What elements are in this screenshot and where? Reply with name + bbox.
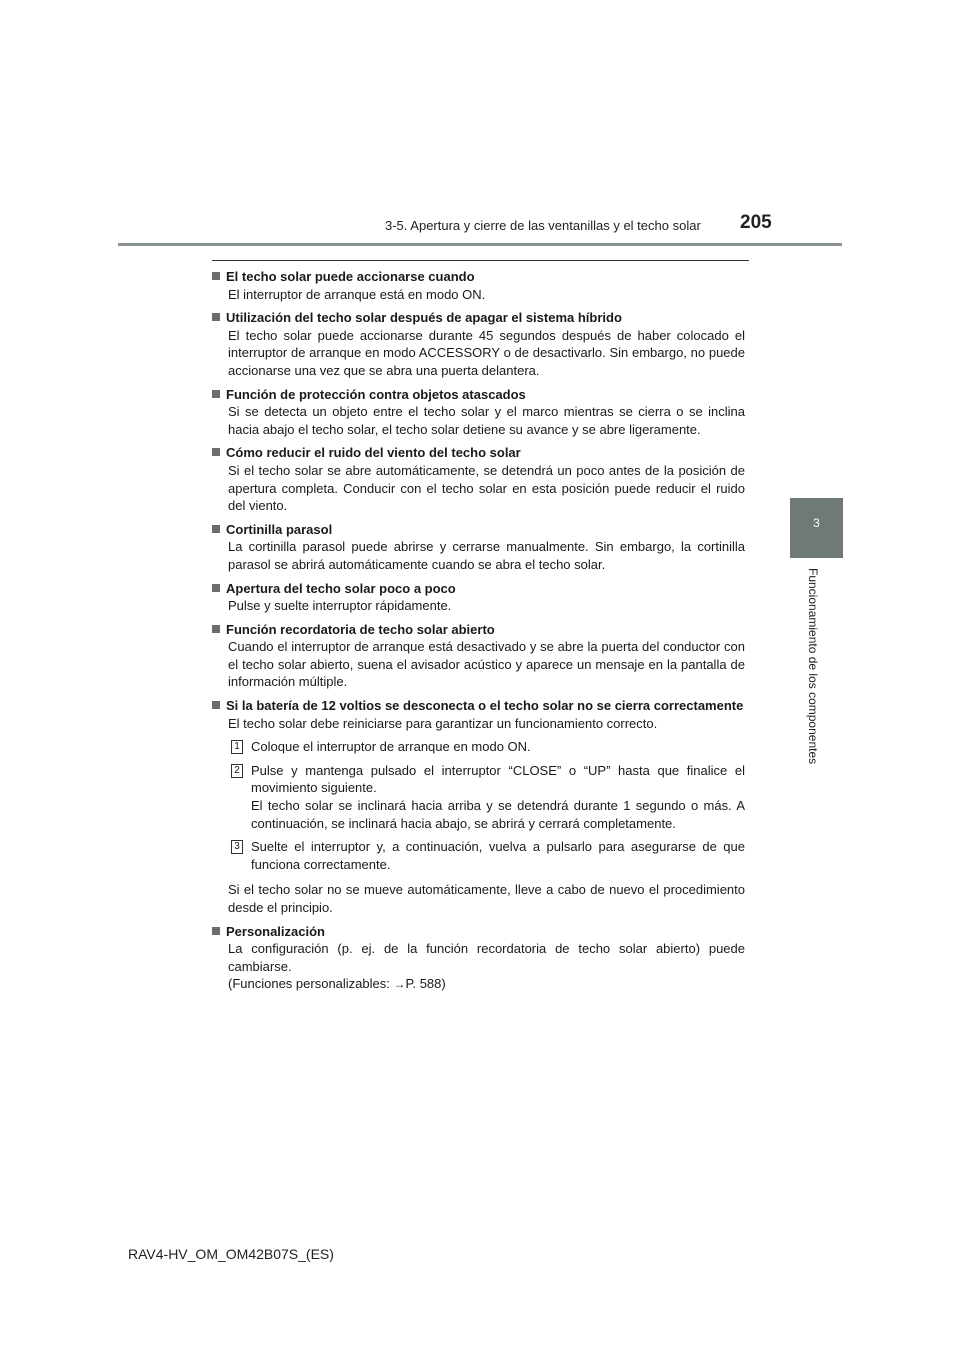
section-jam-protection xyxy=(210,386,745,439)
section-text: Cuando el interruptor de arranque está desactivado y se abre la puerta del conductor con el techo solar abierto, suena el avisador acústico y aparece un mensaje en la pantalla de información múltiple. xyxy=(228,639,745,690)
main-content xyxy=(210,268,745,1000)
step-number-badge: 3 xyxy=(231,840,243,854)
square-bullet-icon xyxy=(212,525,220,533)
section-after-hybrid-off xyxy=(210,309,745,379)
page-reference xyxy=(228,975,745,994)
step-text: Suelte el interruptor y, a continuación, vuelva a pulsarlo para asegurarse de que funciona correctamente. xyxy=(251,839,745,872)
section-title: Utilización del techo solar después de apagar el sistema híbrido xyxy=(226,310,622,326)
section-text: Si se detecta un objeto entre el techo solar y el marco mientras se cierra o se inclina hacia abajo el techo solar, el techo solar detiene su avance y se abre ligeramente. xyxy=(228,404,745,437)
section-solar-operable xyxy=(210,268,745,303)
section-title: Función recordatoria de techo solar abierto xyxy=(226,621,495,637)
square-bullet-icon xyxy=(212,625,220,633)
section-title: El techo solar puede accionarse cuando xyxy=(226,269,475,284)
content-top-rule xyxy=(212,260,749,261)
section-text: Si el techo solar se abre automáticamente, se detendrá un poco antes de la posición de apertura completa. Conducir con el techo solar en esta posición puede reducir el ruido del viento. xyxy=(228,462,745,514)
section-title: Personalización xyxy=(226,923,325,939)
section-text: La cortinilla parasol puede abrirse y cerrarse manualmente. Sin embargo, la cortinilla parasol se abrirá automáticamente cuando se abra el techo solar. xyxy=(228,539,745,572)
section-text: El interruptor de arranque está en modo ON. xyxy=(228,286,486,302)
step-1 xyxy=(228,738,745,756)
section-title: Cortinilla parasol xyxy=(226,521,333,537)
reference-prefix: (Funciones personalizables: xyxy=(228,976,394,992)
square-bullet-icon xyxy=(212,313,220,321)
step-text: Coloque el interruptor de arranque en modo ON. xyxy=(251,739,531,755)
section-reset xyxy=(210,697,745,917)
chapter-label: Funcionamiento de los componentes xyxy=(806,568,820,765)
chapter-tab: 3 xyxy=(790,498,843,558)
square-bullet-icon xyxy=(212,927,220,935)
reference-link[interactable]: P. 588) xyxy=(405,976,446,992)
header-section-title: 3-5. Apertura y cierre de las ventanillas y el techo solar xyxy=(385,218,701,233)
section-title: Apertura del techo solar poco a poco xyxy=(226,580,456,596)
section-customization xyxy=(210,923,745,994)
square-bullet-icon xyxy=(212,701,220,709)
page-number: 205 xyxy=(740,212,772,233)
section-text: El techo solar puede accionarse durante 45 segundos después de haber colocado el interruptor de arranque en modo ACCESSORY o de desactivarlo. Sin embargo, no puede accionarse una vez que se abra una puerta delantera. xyxy=(228,327,745,378)
document-code: RAV4-HV_OM_OM42B07S_(ES) xyxy=(128,1246,334,1262)
step-number-badge: 1 xyxy=(231,740,243,754)
header-rule xyxy=(118,243,842,246)
section-title: Si la batería de 12 voltios se desconecta o el techo solar no se cierra correctamente xyxy=(226,698,744,714)
step-2 xyxy=(228,762,745,832)
section-title: Función de protección contra objetos atascados xyxy=(226,386,526,402)
step-number-badge: 2 xyxy=(231,764,243,778)
section-open-reminder xyxy=(210,621,745,691)
section-open-gradually xyxy=(210,580,745,615)
square-bullet-icon xyxy=(212,448,220,456)
step-text: Pulse y mantenga pulsado el interruptor “CLOSE” o “UP” hasta que finalice el movimiento siguiente. xyxy=(251,762,745,796)
section-wind-noise xyxy=(210,444,745,514)
step-3 xyxy=(228,838,745,873)
section-title: Cómo reducir el ruido del viento del techo solar xyxy=(226,445,521,461)
section-text: El techo solar debe reiniciarse para garantizar un funcionamiento correcto. xyxy=(228,715,658,731)
square-bullet-icon xyxy=(212,272,220,280)
reset-note: Si el techo solar no se mueve automáticamente, lleve a cabo de nuevo el procedimiento desde el principio. xyxy=(228,882,745,915)
section-text: La configuración (p. ej. de la función recordatoria de techo solar abierto) puede cambiarse. xyxy=(228,941,745,974)
square-bullet-icon xyxy=(212,584,220,592)
square-bullet-icon xyxy=(212,390,220,398)
section-text: Pulse y suelte interruptor rápidamente. xyxy=(228,598,452,614)
arrow-right-icon: → xyxy=(393,977,406,992)
section-sunshade xyxy=(210,521,745,574)
step-detail: El techo solar se inclinará hacia arriba y se detendrá durante 1 segundo o más. A continuación, se inclinará hacia abajo, se abrirá y cerrará completamente. xyxy=(251,798,745,831)
